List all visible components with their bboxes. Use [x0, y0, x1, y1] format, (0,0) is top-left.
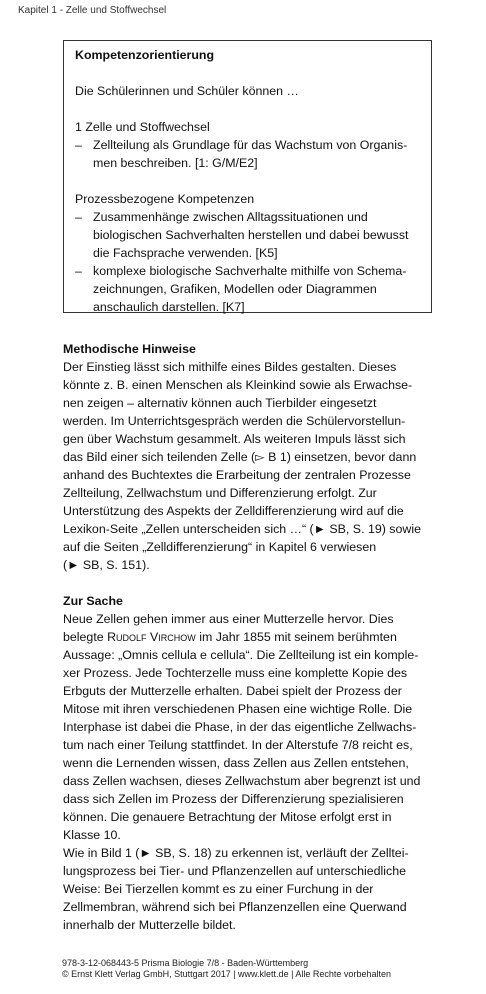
competence-box	[63, 40, 432, 313]
bullet-line: zeichnungen, Grafiken, Modellen oder Diagrammen	[93, 282, 377, 296]
text-line	[63, 628, 435, 646]
text-line: Unterstützung des Aspekts der Zelldifferenzierung wird auf die	[63, 504, 404, 518]
text-line: Neue Zellen gehen immer aus einer Mutterzelle hervor. Dies	[63, 612, 394, 626]
text-line: das Bild einer sich teilenden Zelle (▻ B 1) einsetzen, bevor dann	[63, 450, 417, 464]
bullet-line: biologischen Sachverhalten herstellen und dabei bewusst	[93, 228, 409, 242]
text-line: können. Die genauere Betrachtung der Mitose erfolgt erst in	[63, 810, 392, 824]
person-name: Rudolf Virchow	[107, 630, 196, 644]
competence-topic: 1 Zelle und Stoffwechsel	[75, 120, 210, 134]
bullet-line: Zusammenhänge zwischen Alltagssituationen und	[93, 210, 368, 224]
competence-box-title: Kompetenzorientierung	[75, 48, 215, 62]
text-line: Mitose mit ihren verschiedenen Phasen eine wichtige Rolle. Die	[63, 702, 413, 716]
methodisch-heading: Methodische Hinweise	[63, 342, 196, 356]
text-line: anhand des Buchtextes die Erarbeitung der zentralen Prozesse	[63, 468, 411, 482]
topic-bullet	[75, 136, 421, 172]
text-line: Zellmembran, während sich bei Pflanzenzellen eine Querwand	[63, 900, 407, 914]
text-line: gen über Wachstum gesammelt. Als weiteren Impuls lässt sich	[63, 432, 406, 446]
bullet-line: komplexe biologische Sachverhalte mithilfe von Schema-	[93, 264, 407, 278]
sache-body	[63, 610, 435, 934]
text-line: Interphase ist dabei die Phase, in der das eigentliche Zellwachs-	[63, 720, 417, 734]
bullet-dash: –	[75, 264, 82, 278]
text-line: wenn die Lernenden wissen, dass Zellen aus Zellen entstehen,	[63, 756, 409, 770]
methodisch-body	[63, 358, 435, 574]
text-line: innerhalb der Mutterzelle bildet.	[63, 918, 236, 932]
bullet-line: Zellteilung als Grundlage für das Wachstum von Organis-	[93, 138, 408, 152]
bullet-line: men beschreiben. [1: G/M/E2]	[93, 156, 258, 170]
text-line: dass sich Zellen im Prozess der Differenzierung spezialisieren	[63, 792, 404, 806]
text-line: werden. Im Unterrichtsgespräch werden die Schülervorstellun-	[63, 414, 406, 428]
bullet-dash: –	[75, 138, 82, 152]
main-text	[63, 340, 435, 934]
text-fragment: belegte	[63, 630, 108, 644]
text-line: Der Einstieg lässt sich mithilfe eines Bildes gestalten. Dieses	[63, 360, 397, 374]
text-line: Aussage: „Omnis cellula e cellula“. Die Zellteilung ist ein komple-	[63, 648, 419, 662]
footer-isbn: 978-3-12-068443-5 Prisma Biologie 7/8 - Baden-Württemberg	[62, 958, 309, 968]
text-line: Lexikon-Seite „Zellen unterscheiden sich …“ (► SB, S. 19) sowie	[63, 522, 421, 536]
competence-intro: Die Schülerinnen und Schüler können …	[75, 84, 299, 98]
text-line: auf die Seiten „Zelldifferenzierung“ in Kapitel 6 verwiesen	[63, 540, 377, 554]
text-line: könnte z. B. einen Menschen als Kleinkind sowie als Erwachse-	[63, 378, 413, 392]
text-line: nen zeigen – alternativ können auch Tierbilder eingesetzt	[63, 396, 377, 410]
text-fragment: im Jahr 1855 mit seinem berühmten	[195, 630, 397, 644]
process-heading: Prozessbezogene Kompetenzen	[75, 192, 255, 206]
process-bullet	[75, 262, 421, 316]
text-line: Zellteilung, Zellwachstum und Differenzierung erfolgt. Zur	[63, 486, 377, 500]
text-line: Erbguts der Mutterzelle erhalten. Dabei spielt der Prozess der	[63, 684, 402, 698]
bullet-line: die Fachsprache verwenden. [K5]	[93, 246, 278, 260]
text-line: (► SB, S. 151).	[63, 558, 150, 572]
process-bullet	[75, 208, 421, 262]
page-footer	[62, 958, 391, 980]
page-header: Kapitel 1 - Zelle und Stoffwechsel	[18, 5, 167, 16]
text-line: tum nach einer Teilung stattfindet. In der Alterstufe 7/8 reicht es,	[63, 738, 413, 752]
text-line: Klasse 10.	[63, 828, 121, 842]
sache-heading: Zur Sache	[63, 594, 123, 608]
text-line: xer Prozess. Jede Tochterzelle muss eine komplette Kopie des	[63, 666, 408, 680]
text-line: lungsprozess bei Tier- und Pflanzenzellen auf unterschiedliche	[63, 864, 407, 878]
footer-copyright: © Ernst Klett Verlag GmbH, Stuttgart 2017 | www.klett.de | Alle Rechte vorbehalten	[62, 969, 391, 979]
text-line: Wie in Bild 1 (► SB, S. 18) zu erkennen ist, verläuft der Zelltei-	[63, 846, 409, 860]
text-line: dass Zellen wachsen, dieses Zellwachstum aber begrenzt ist und	[63, 774, 421, 788]
bullet-dash: –	[75, 210, 82, 224]
bullet-line: anschaulich darstellen. [K7]	[93, 300, 245, 314]
text-line: Weise: Bei Tierzellen kommt es zu einer Furchung in der	[63, 882, 374, 896]
